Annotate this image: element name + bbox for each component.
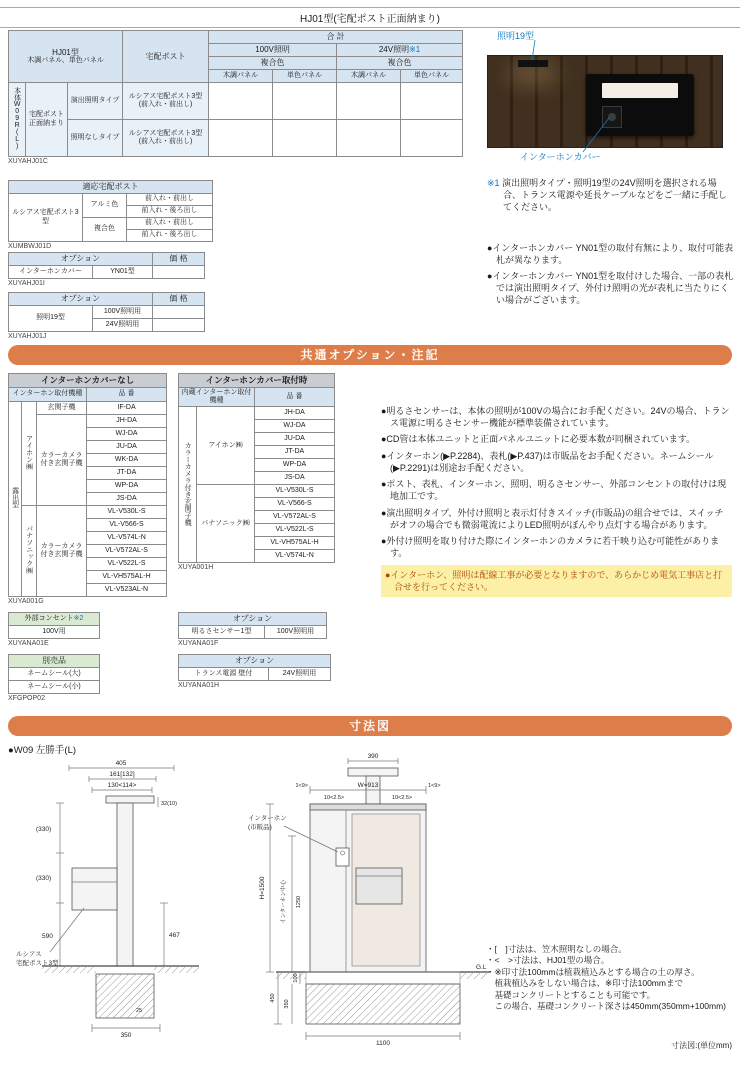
page-title-bar (0, 7, 740, 28)
dim-1250: 1250 (296, 895, 302, 909)
part-no-cell: JH-DA (255, 407, 335, 420)
photo-label-cover: インターホンカバー (520, 152, 601, 162)
way-cell: 前入れ・後ろ出し (127, 230, 213, 242)
type-cell: 演出照明タイプ (68, 83, 123, 120)
top-bullets (487, 243, 734, 311)
dim-10-left: 10<2.5> (323, 795, 345, 801)
option-name: インターホンカバー (9, 266, 93, 279)
dim-130: 130<114> (107, 782, 137, 789)
brand-cell (22, 506, 37, 597)
option-name: 照明19型 (9, 306, 93, 332)
option-name: トランス電源 壁付 (179, 668, 269, 681)
trans-section (178, 654, 331, 689)
betsubai-row: ネームシール(大) (9, 668, 100, 681)
note-bullet: ●明るさセンサーは、本体の照明が100Vの場合にお手配ください。24Vの場合、トランス電源に明るさセンサー機能が標準装備されています。 (381, 406, 730, 428)
option-use: 24V照明用 (93, 319, 153, 332)
dim-note: ・< >寸法は、HJ01型の場合。 (486, 955, 610, 966)
outlet-row: 100V用 (9, 626, 100, 639)
table-code: XFGPOP02 (8, 695, 45, 702)
wood-panel-header-1: 木調パネル (209, 70, 273, 83)
price-cell (153, 306, 205, 319)
note-bullet: ●CD管は本体ユニットと正面パネルユニットに必要本数が同梱されています。 (381, 434, 695, 445)
main-spec-section (8, 30, 463, 165)
main-left-header (9, 31, 123, 83)
part-no-cell: JS-DA (255, 472, 335, 485)
machine-col-header: 内蔵インターホン取付機種 (179, 388, 255, 407)
table-code: XUYA001H (178, 564, 214, 572)
option-use: 100V照明用 (265, 626, 327, 639)
part-no-cell: WP-DA (87, 480, 167, 493)
price-cell (337, 120, 401, 157)
unit-note: 寸法図:(単位mm) (671, 1041, 732, 1050)
table-title: インターホンカバー取付時 (179, 374, 335, 388)
option-use: 24V照明用 (269, 668, 331, 681)
fukugo-header-1: 複合色 (209, 57, 337, 70)
betsubai-section (8, 654, 100, 702)
fukugo-header-2: 複合色 (337, 57, 463, 70)
photo-leader-lines (487, 28, 737, 164)
post-label-line1: ルシアス (16, 951, 42, 958)
post-unit (356, 868, 402, 904)
part-no-cell: IF-DA (87, 402, 167, 415)
part-no-cell: JU-DA (87, 441, 167, 454)
star2-mark: ※2 (73, 614, 84, 622)
part-no-cell: VL-VH575AL-H (255, 537, 335, 550)
note-star1 (487, 177, 734, 213)
post-cell: ルシアス宅配ポスト3型(前入れ・前出し) (123, 83, 209, 120)
dim-350: 350 (284, 999, 290, 1009)
dim-450: 450 (270, 993, 276, 1003)
post-label-line2: 宅配ポスト3型 (16, 960, 59, 967)
table-code: XUYA001G (8, 598, 44, 605)
post-cell: ルシアス宅配ポスト3型(前入れ・前出し) (123, 120, 209, 157)
table-code: XUYAHJ01J (8, 333, 47, 340)
brand-cell (22, 402, 37, 506)
option-header: オプション (9, 293, 153, 306)
main-spec-table (8, 30, 463, 157)
dim-note: 基礎コンクリートとすることも可能です。 (486, 989, 656, 1000)
front-view-diagram (248, 752, 493, 1047)
camera-type-label: カラーカメラ付き玄関子機 (184, 441, 192, 526)
dim-1100: 1100 (376, 1040, 390, 1047)
intercom-note-line1: インターホン (248, 815, 287, 822)
dim-note: ・[ ]寸法は、笠木照明なしの場合。 (486, 944, 627, 954)
type-cell: 照明なしタイプ (68, 120, 123, 157)
price-cell (401, 120, 463, 157)
way-cell: 前入れ・前出し (127, 218, 213, 230)
trans-table (178, 654, 331, 681)
price-cell (153, 266, 205, 279)
price-cell (209, 83, 273, 120)
intercom-center-label: インターホン中心 (281, 880, 287, 924)
table-code: XUYANA01F (178, 640, 219, 647)
wood-panel-header-2: 木調パネル (337, 70, 401, 83)
part-no-cell: JH-DA (87, 415, 167, 428)
foundation (96, 974, 154, 1018)
ground-hatch (276, 972, 306, 979)
ground-hatch (154, 966, 199, 973)
subtype-cell: カラーカメラ付き玄関子機 (37, 415, 87, 506)
price-cell (273, 120, 337, 157)
table-code: XUMBWJ01D (8, 243, 52, 250)
subtype-cell: 玄関子機 (37, 402, 87, 415)
foundation (306, 984, 460, 1024)
brand-cell: パナソニック㈱ (197, 485, 255, 563)
way-cell: 前入れ・前出し (127, 194, 213, 206)
option1-section (8, 252, 205, 287)
header-24v (337, 44, 463, 57)
intercom-cover-table (178, 373, 335, 563)
model-name: HJ01型 (52, 47, 79, 57)
header-100v: 100V照明 (209, 44, 337, 57)
dim-330b: (330) (36, 875, 52, 882)
compatible-post-section (8, 180, 213, 250)
compatible-post-table (8, 180, 213, 242)
option1-table (8, 252, 205, 279)
gl-label: G.L (476, 964, 487, 971)
intercom-none-section (8, 373, 167, 605)
dim-330a: (330) (36, 826, 52, 833)
part-no-cell: VL-V523AL-N (87, 584, 167, 597)
note-bullet: ●インターホン(▶P.2284)、表札(▶P.437)は市販品をお手配ください。ネームシール(▶P.2291)は別途お手配ください。 (381, 451, 714, 473)
dim-note: ・※印寸法100mmは植栽植込みとする場合の土の厚さ。 (486, 966, 700, 977)
intercom-none-table (8, 373, 167, 597)
part-no-cell: VL-V522L-S (255, 524, 335, 537)
option-model: YN01型 (93, 266, 153, 279)
dim-350: 350 (120, 1032, 132, 1039)
intercom-cover-section (178, 373, 335, 571)
dim-161: 161[132] (109, 771, 135, 778)
star1-mark: ※1 (487, 178, 500, 188)
dim-note: 植栽植込みをしない場合は、※印寸法100mmまで (486, 978, 683, 989)
table-code: XUYAHJ01C (8, 158, 48, 165)
body-side-cell (9, 83, 26, 157)
bullet: ●インターホンカバー YN01型を取付けした場合、一部の表札では演出照明タイプ、外付け照明の光が表札に当たりにくい場合がございます。 (487, 271, 734, 305)
part-no-cell: VL-V566-S (87, 519, 167, 532)
dimension-notes (486, 944, 734, 1013)
sensor-table (178, 612, 327, 639)
body-side-label: 本体W09R(L) (13, 86, 21, 150)
note-bullet: ●外付け照明を取り付けた際にインターホンのカメラに若干映り込む可能性があります。 (381, 536, 720, 558)
dim-1-9-left: 1<9> (295, 783, 308, 789)
dim-10-right: 10<2.5> (391, 795, 413, 801)
section-header: 適応宅配ポスト (9, 181, 213, 194)
header-24v-text: 24V照明 (378, 45, 410, 55)
post-col-header: 宅配ポスト (123, 31, 209, 83)
dim-467: 467 (169, 932, 180, 939)
color-cell: 複合色 (83, 218, 127, 242)
bullet: ●インターホンカバー YN01型の取付有無により、取付可能表札が異なります。 (487, 243, 734, 265)
panel-types: 木調パネル、単色パネル (27, 57, 104, 65)
option-header: オプション (179, 613, 327, 626)
machine-col-header: インターホン取付機種 (9, 388, 87, 402)
dim-note: この場合、基礎コンクリート深さは450mm(350mm+100mm) (486, 1001, 726, 1012)
part-no-cell: VL-V530L-S (255, 485, 335, 498)
dim-25: 25 (136, 1008, 143, 1014)
part-col-header: 品 番 (87, 388, 167, 402)
betsubai-row: ネームシール(小) (9, 681, 100, 694)
part-no-cell: VL-V566-S (255, 498, 335, 511)
outlet-table (8, 612, 100, 639)
option-name: 明るさセンサー1型 (179, 626, 265, 639)
section-banner-dimensions: 寸法図 (8, 716, 732, 736)
option-use: 100V照明用 (93, 306, 153, 319)
ground-hatch (460, 972, 488, 979)
w09-label: ●W09 左勝手(L) (8, 745, 77, 756)
post-name-cell: ルシアス宅配ポスト3型 (9, 194, 83, 242)
option2-table (8, 292, 205, 332)
note-bullet: ●ポスト、表札、インターホン、照明、明るさセンサー、外部コンセントの取付けは現地加工です。 (381, 479, 727, 502)
price-cell (273, 83, 337, 120)
plain-panel-header-1: 単色パネル (273, 70, 337, 83)
price-cell (401, 83, 463, 120)
part-no-cell: WK-DA (87, 454, 167, 467)
part-col-header: 品 番 (255, 388, 335, 407)
subtype-cell: カラーカメラ付き玄関子機 (37, 506, 87, 597)
part-no-cell: VL-V574L-N (255, 550, 335, 563)
part-no-cell: WP-DA (255, 459, 335, 472)
mount-type-label: 露出型 (11, 487, 19, 509)
price-cell (209, 120, 273, 157)
dim-390: 390 (367, 753, 379, 760)
table-code: XUYANA01H (178, 682, 220, 689)
option-header: オプション (179, 655, 331, 668)
price-cell (153, 319, 205, 332)
part-no-cell: VL-V530L-S (87, 506, 167, 519)
common-notes (381, 406, 732, 597)
part-no-cell: VL-V572AL-S (255, 511, 335, 524)
part-no-cell: JT-DA (87, 467, 167, 480)
soil-layer (306, 972, 460, 984)
part-no-cell: VL-VH575AL-H (87, 571, 167, 584)
price-header: 価 格 (153, 293, 205, 306)
option-header: オプション (9, 253, 153, 266)
dim-590: 590 (42, 933, 53, 940)
page-title: HJ01型(宅配ポスト正面納まり) (299, 14, 440, 25)
dim-100: 100 (293, 973, 299, 983)
camera-type-cell (179, 407, 197, 563)
total-header: 合 計 (209, 31, 463, 44)
part-no-cell: VL-V522L-S (87, 558, 167, 571)
table-code: XUYANA01E (8, 640, 49, 647)
dim-405: 405 (115, 760, 127, 767)
brand-label: パナソニック㈱ (25, 525, 33, 575)
part-no-cell: WJ-DA (255, 420, 335, 433)
part-no-cell: JU-DA (255, 433, 335, 446)
note-bullet: ●演出照明タイプ、外付け照明と表示灯付きスイッチ(市販品)の組合せでは、スイッチがオフの場合でも微弱電流によりLED照明がぼんやり点灯する場合があります。 (381, 507, 724, 530)
dim-h1500: H=1500 (259, 876, 266, 900)
part-no-cell: JT-DA (255, 446, 335, 459)
sensor-section (178, 612, 327, 647)
intercom-note-line2: (市販品) (248, 824, 272, 831)
part-no-cell: VL-V572AL-S (87, 545, 167, 558)
plain-panel-header-2: 単色パネル (401, 70, 463, 83)
star1-mark: ※1 (409, 45, 421, 55)
brand-label: アイホン㈱ (25, 434, 33, 470)
betsubai-header: 別売品 (9, 655, 100, 668)
part-no-cell: VL-V574L-N (87, 532, 167, 545)
outlet-header (9, 613, 100, 626)
dim-32: 32(10) (161, 801, 177, 807)
section-banner-common-options: 共通オプション・注記 (8, 345, 732, 365)
way-cell: 前入れ・後ろ出し (127, 206, 213, 218)
price-cell (337, 83, 401, 120)
mount-type-cell (9, 402, 22, 597)
brand-cell: アイホン㈱ (197, 407, 255, 485)
part-no-cell: WJ-DA (87, 428, 167, 441)
dim-1-9-right: 1<9> (428, 783, 441, 789)
ground-hatch (42, 966, 96, 973)
highlighted-note: ●インターホン、照明は配線工事が必要となりますので、あらかじめ電気工事店と打合せを行ってください。 (381, 565, 732, 597)
dim-w913: W=913 (357, 782, 379, 789)
betsubai-table (8, 654, 100, 694)
price-header: 価 格 (153, 253, 205, 266)
side-view-diagram (14, 756, 244, 1041)
option2-section (8, 292, 205, 340)
part-no-cell: JS-DA (87, 493, 167, 506)
front-label-cell: 宅配ポスト正面納まり (26, 83, 68, 157)
outlet-section (8, 612, 100, 647)
table-title: インターホンカバーなし (9, 374, 167, 388)
photo-label-light: 照明19型 (497, 31, 535, 41)
color-cell: アルミ色 (83, 194, 127, 218)
outlet-header-label: 外部コンセント (24, 614, 74, 622)
table-code: XUYAHJ01I (8, 280, 45, 287)
star1-text: 演出照明タイプ・照明19型の24V照明を選択される場合、トランス電源や延長ケーブルなどをご一緒に手配してください。 (502, 178, 727, 213)
